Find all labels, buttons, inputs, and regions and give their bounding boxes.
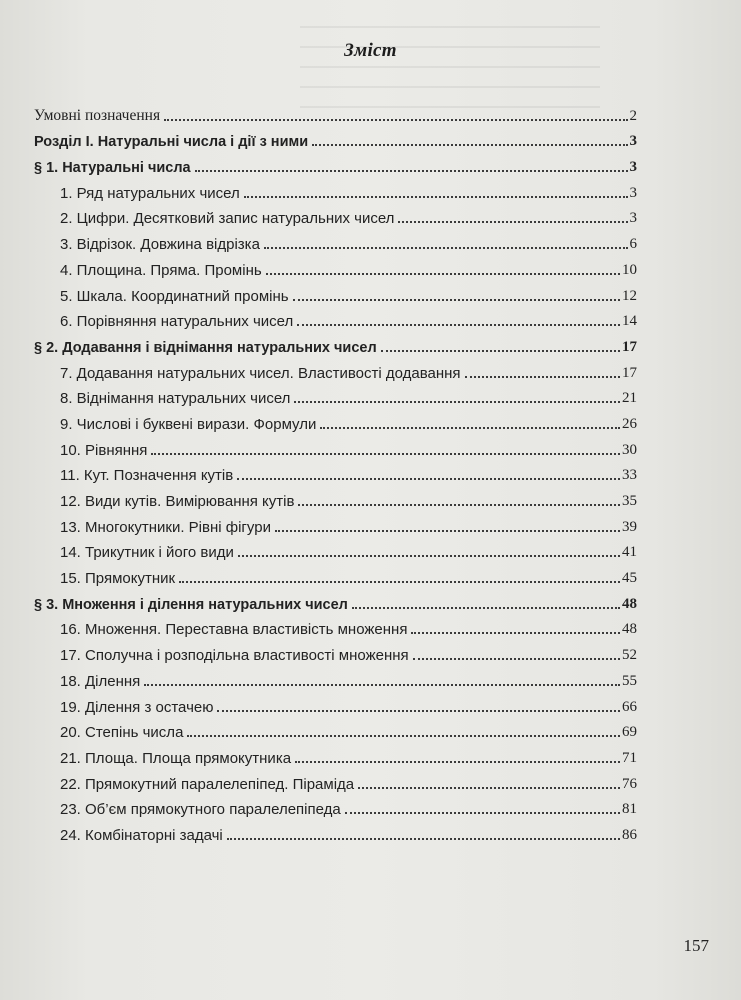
dot-leader <box>237 478 620 480</box>
toc-entry <box>34 359 637 385</box>
toc-entry-label: 11. Кут. Позначення кутів <box>60 467 234 485</box>
toc-entry-page: 76 <box>622 775 637 792</box>
toc-entry-page: 30 <box>622 441 637 458</box>
page-title: Зміст <box>344 40 397 61</box>
dot-leader <box>320 427 620 429</box>
toc-entry-label: 21. Площа. Площа прямокутника <box>60 749 292 767</box>
toc-entry-page: 41 <box>622 544 637 561</box>
toc-entry-page: 69 <box>622 724 637 741</box>
toc-entry-label: 19. Ділення з остачею <box>60 698 214 716</box>
toc-entry <box>34 564 637 590</box>
toc-entry-page: 2 <box>629 107 637 124</box>
toc-entry-label: 4. Площина. Пряма. Промінь <box>60 261 262 279</box>
dot-leader <box>264 247 628 249</box>
toc-entry-page: 17 <box>622 338 637 355</box>
toc-entry-label: 20. Степінь числа <box>60 724 184 742</box>
toc-entry-label: 3. Відрізок. Довжина відрізка <box>60 236 260 254</box>
dot-leader <box>398 221 627 223</box>
toc-entry-label: Розділ I. Натуральні числа і дії з ними <box>34 134 309 151</box>
toc-entry-page: 39 <box>622 518 637 535</box>
toc-entry-label: 16. Множення. Переставна властивість множення <box>60 621 408 639</box>
toc-entry <box>34 590 637 616</box>
toc-entry <box>34 410 637 436</box>
toc-entry-page: 81 <box>622 801 637 818</box>
toc-entry-label: § 3. Множення і ділення натуральних чисел <box>34 596 348 613</box>
toc-entry <box>34 153 637 179</box>
toc-entry-label: 17. Сполучна і розподільна властивості множення <box>60 647 409 665</box>
toc-entry-label: 7. Додавання натуральних чисел. Властивості додавання <box>60 364 461 382</box>
dot-leader <box>411 632 620 634</box>
toc-entry-label: 13. Многокутники. Рівні фігури <box>60 518 271 536</box>
dot-leader <box>151 453 620 455</box>
toc-entry-page: 71 <box>622 749 637 766</box>
toc-entry <box>34 333 637 359</box>
toc-entry-label: 23. Об’єм прямокутного паралелепіпеда <box>60 801 341 819</box>
toc-entry-page: 3 <box>629 133 637 150</box>
toc-entry <box>34 693 637 719</box>
toc-entry-label: 24. Комбінаторні задачі <box>60 826 223 844</box>
toc-entry <box>34 616 637 642</box>
dot-leader <box>164 119 627 121</box>
toc-entry-label: 8. Віднімання натуральних чисел <box>60 390 291 408</box>
dot-leader <box>275 530 620 532</box>
dot-leader <box>297 324 620 326</box>
toc-entry <box>34 719 637 745</box>
toc-entry <box>34 436 637 462</box>
toc-entry <box>34 102 637 128</box>
toc-entry-label: 6. Порівняння натуральних чисел <box>60 313 294 331</box>
toc-entry-page: 21 <box>622 390 637 407</box>
dot-leader <box>312 144 627 146</box>
toc-entry <box>34 744 637 770</box>
toc-entry-page: 66 <box>622 698 637 715</box>
toc-entry <box>34 256 637 282</box>
table-of-contents <box>34 102 637 847</box>
toc-entry-label: § 2. Додавання і віднімання натуральних чисел <box>34 339 377 356</box>
dot-leader <box>293 299 620 301</box>
toc-entry-page: 45 <box>622 570 637 587</box>
toc-entry-label: 1. Ряд натуральних чисел <box>60 184 240 202</box>
toc-entry-page: 14 <box>622 313 637 330</box>
toc-entry <box>34 641 637 667</box>
toc-entry-label: 12. Види кутів. Вимірювання кутів <box>60 493 295 510</box>
toc-entry <box>34 487 637 513</box>
dot-leader <box>295 761 620 763</box>
toc-entry-page: 3 <box>629 210 637 227</box>
toc-entry <box>34 308 637 334</box>
toc-entry-page: 12 <box>622 287 637 304</box>
toc-entry-label: 14. Трикутник і його види <box>60 544 234 562</box>
toc-entry-page: 48 <box>622 595 637 612</box>
toc-entry-label: § 1. Натуральні числа <box>34 160 191 177</box>
toc-entry <box>34 230 637 256</box>
toc-entry-page: 55 <box>622 672 637 689</box>
toc-entry <box>34 179 637 205</box>
toc-entry-label: 15. Прямокутник <box>60 570 176 588</box>
toc-entry-label: 2. Цифри. Десятковий запис натуральних чисел <box>60 210 395 228</box>
toc-entry-page: 35 <box>622 493 637 509</box>
toc-entry-label: 22. Прямокутний паралелепіпед. Піраміда <box>60 775 355 793</box>
dot-leader <box>465 376 620 378</box>
toc-entry-page: 26 <box>622 415 637 432</box>
toc-entry <box>34 462 637 488</box>
dot-leader <box>217 710 620 712</box>
toc-entry <box>34 385 637 411</box>
toc-entry <box>34 539 637 565</box>
toc-entry <box>34 513 637 539</box>
dot-leader <box>413 658 620 660</box>
toc-entry-page: 3 <box>629 184 637 201</box>
dot-leader <box>352 607 620 609</box>
dot-leader <box>187 735 620 737</box>
toc-entry <box>34 282 637 308</box>
dot-leader <box>244 196 628 198</box>
toc-entry <box>34 821 637 847</box>
toc-entry-page: 52 <box>622 647 637 664</box>
toc-entry <box>34 205 637 231</box>
toc-entry-label: 18. Ділення <box>60 672 141 690</box>
dot-leader <box>266 273 620 275</box>
dot-leader <box>358 787 620 789</box>
dot-leader <box>195 170 628 172</box>
dot-leader <box>294 401 620 403</box>
dot-leader <box>179 581 620 583</box>
dot-leader <box>345 812 620 814</box>
toc-entry <box>34 667 637 693</box>
toc-entry-page: 33 <box>622 467 637 484</box>
dot-leader <box>144 684 620 686</box>
dot-leader <box>238 555 620 557</box>
toc-entry-label: Умовні позначення <box>34 106 161 124</box>
toc-entry-page: 6 <box>629 236 637 253</box>
toc-entry <box>34 770 637 796</box>
toc-entry-page: 3 <box>629 159 637 176</box>
page-number: 157 <box>683 936 709 955</box>
toc-entry-page: 86 <box>622 826 637 843</box>
toc-entry-label: 10. Рівняння <box>60 441 148 459</box>
dot-leader <box>227 838 620 840</box>
toc-entry-label: 9. Числові і буквені вирази. Формули <box>60 415 317 433</box>
toc-entry <box>34 796 637 822</box>
toc-entry <box>34 128 637 154</box>
toc-entry-label: 5. Шкала. Координатний промінь <box>60 287 289 305</box>
dot-leader <box>381 350 620 352</box>
dot-leader <box>298 504 620 506</box>
toc-entry-page: 17 <box>622 364 637 381</box>
toc-entry-page: 48 <box>622 621 637 638</box>
toc-entry-page: 10 <box>622 261 637 278</box>
